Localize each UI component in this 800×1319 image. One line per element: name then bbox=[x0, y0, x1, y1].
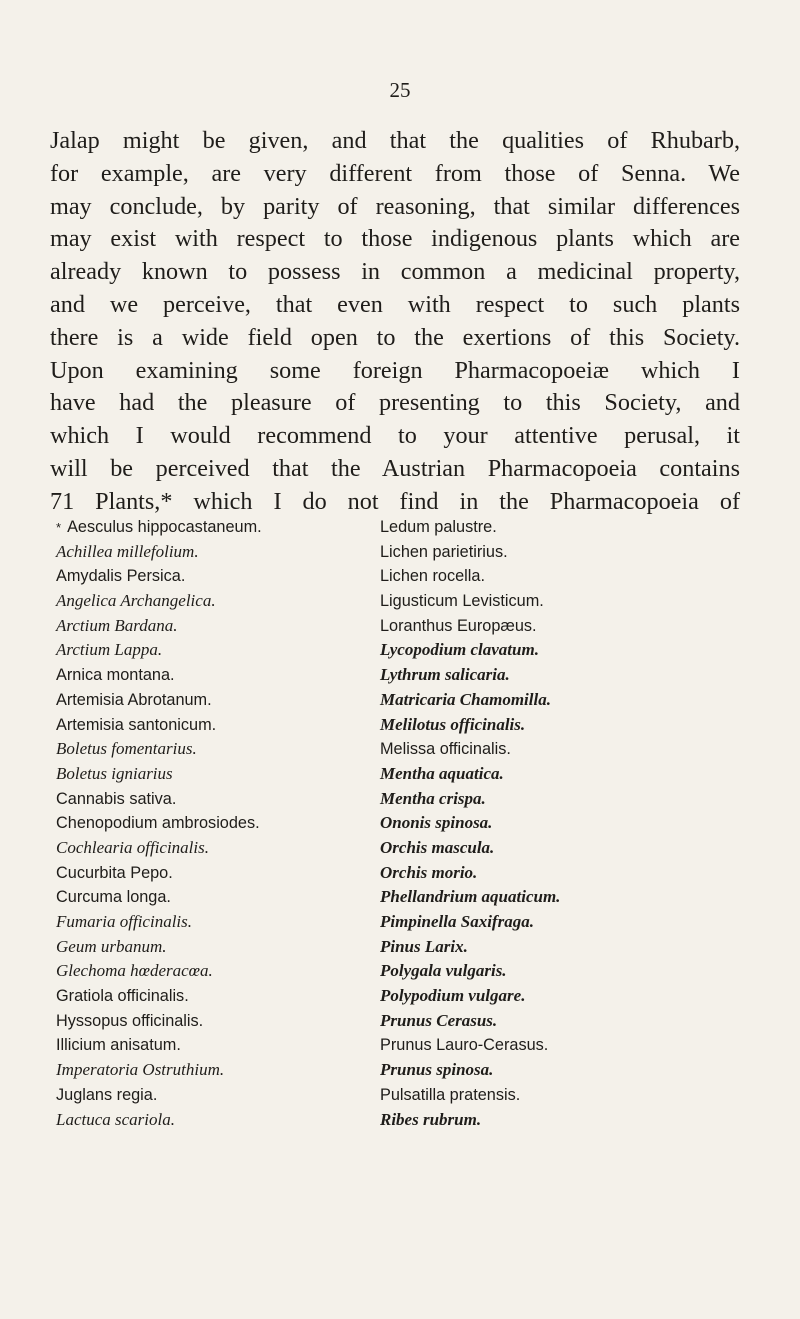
plant-name: Mentha crispa. bbox=[380, 788, 486, 808]
plant-entry bbox=[380, 984, 740, 1009]
paragraph-line: there is a wide field open to the exertions of this Society. bbox=[50, 323, 740, 351]
plant-entry bbox=[56, 1009, 380, 1034]
plant-entry bbox=[380, 762, 740, 787]
plant-entry bbox=[56, 885, 380, 910]
plant-name: Prunus Cerasus. bbox=[380, 1010, 498, 1030]
plant-name: Prunus spinosa. bbox=[380, 1060, 494, 1080]
footnote-right-column bbox=[380, 515, 740, 1132]
plant-name: Lactuca scariola. bbox=[56, 1109, 175, 1129]
plant-entry bbox=[380, 564, 740, 589]
plant-name: Polypodium vulgare. bbox=[380, 986, 526, 1006]
plant-entry bbox=[56, 1108, 380, 1133]
plant-entry bbox=[380, 688, 740, 713]
plant-entry bbox=[380, 663, 740, 688]
plant-entry bbox=[380, 885, 740, 910]
plant-entry bbox=[380, 1033, 740, 1058]
plant-entry bbox=[56, 663, 380, 688]
plant-entry bbox=[56, 1083, 380, 1108]
plant-name: Lichen parietirius. bbox=[380, 542, 508, 561]
plant-entry bbox=[56, 515, 380, 540]
plant-name: Angelica Archangelica. bbox=[56, 591, 216, 611]
plant-name: Curcuma longa. bbox=[56, 888, 171, 907]
plant-entry bbox=[56, 564, 380, 589]
plant-name: Ledum palustre. bbox=[380, 518, 497, 536]
plant-entry bbox=[380, 836, 740, 861]
plant-entry bbox=[380, 910, 740, 935]
paragraph-line: may conclude, by parity of reasoning, that similar differences bbox=[50, 192, 740, 220]
plant-entry bbox=[56, 935, 380, 960]
plant-entry bbox=[56, 1033, 380, 1058]
plant-name: Amydalis Persica. bbox=[56, 567, 186, 586]
paragraph-line: and we perceive, that even with respect to such plants bbox=[50, 290, 740, 318]
plant-name: Imperatoria Ostruthium. bbox=[56, 1060, 225, 1080]
plant-name: Achillea millefolium. bbox=[56, 541, 199, 561]
plant-entry bbox=[56, 910, 380, 935]
plant-entry bbox=[56, 589, 380, 614]
plant-name: Geum urbanum. bbox=[56, 936, 167, 956]
plant-entry bbox=[380, 935, 740, 960]
plant-name: Mentha aquatica. bbox=[380, 763, 504, 783]
paragraph-line: 71 Plants,* which I do not find in the Pharmacopoeia of bbox=[50, 487, 740, 515]
plant-name: Phellandrium aquaticum. bbox=[380, 887, 561, 907]
plant-name: Ligusticum Levisticum. bbox=[380, 592, 544, 611]
plant-name: Ononis spinosa. bbox=[380, 813, 493, 833]
plant-entry bbox=[56, 762, 380, 787]
body-paragraph bbox=[50, 125, 740, 519]
paragraph-line: for example, are very different from those of Senna. We bbox=[50, 159, 740, 187]
paragraph-line: Upon examining some foreign Pharmacopoeiæ which I bbox=[50, 356, 740, 384]
paragraph-line: will be perceived that the Austrian Pharmacopoeia contains bbox=[50, 454, 740, 482]
plant-name: Cannabis sativa. bbox=[56, 789, 177, 808]
plant-name: Lythrum salicaria. bbox=[380, 665, 510, 685]
plant-name: Fumaria officinalis. bbox=[56, 912, 192, 931]
plant-name: Cochlearia officinalis. bbox=[56, 837, 209, 857]
paragraph-line: Jalap might be given, and that the qualities of Rhubarb, bbox=[50, 127, 740, 154]
plant-entry bbox=[56, 959, 380, 984]
plant-name: Loranthus Europæus. bbox=[380, 616, 537, 635]
plant-entry bbox=[56, 861, 380, 886]
plant-name: Polygala vulgaris. bbox=[380, 961, 507, 981]
plant-name: Glechoma hœderacœa. bbox=[56, 961, 213, 981]
plant-entry bbox=[380, 861, 740, 886]
plant-entry bbox=[56, 540, 380, 565]
plant-entry bbox=[380, 1009, 740, 1034]
plant-entry bbox=[56, 836, 380, 861]
plant-name: Gratiola officinalis. bbox=[56, 987, 189, 1006]
plant-entry bbox=[380, 515, 740, 540]
plant-entry bbox=[380, 540, 740, 565]
plant-name: Hyssopus officinalis. bbox=[56, 1011, 204, 1030]
plant-name: Matricaria Chamomilla. bbox=[380, 689, 551, 709]
plant-entry bbox=[56, 638, 380, 663]
plant-entry bbox=[380, 638, 740, 663]
plant-name: Juglans regia. bbox=[56, 1085, 158, 1104]
plant-entry bbox=[56, 713, 380, 738]
plant-name: Lycopodium clavatum. bbox=[380, 640, 539, 660]
plant-name: Boletus fomentarius. bbox=[56, 739, 197, 759]
plant-entry bbox=[56, 787, 380, 812]
paragraph-line: already known to possess in common a medicinal property, bbox=[50, 258, 740, 286]
footnote-plant-list bbox=[56, 515, 746, 1132]
plant-name: Illicium anisatum. bbox=[56, 1036, 181, 1055]
plant-entry bbox=[56, 811, 380, 836]
plant-name: Pinus Larix. bbox=[380, 936, 468, 956]
plant-name: Arctium Lappa. bbox=[56, 640, 163, 660]
plant-name: Melissa officinalis. bbox=[380, 740, 511, 759]
plant-entry bbox=[380, 1083, 740, 1108]
plant-name: Lichen rocella. bbox=[380, 567, 485, 586]
plant-name: Melilotus officinalis. bbox=[380, 714, 526, 734]
plant-name: Orchis morio. bbox=[380, 862, 478, 882]
plant-entry bbox=[56, 1058, 380, 1083]
plant-name: Ribes rubrum. bbox=[380, 1109, 482, 1129]
plant-name: Arctium Bardana. bbox=[56, 615, 178, 635]
plant-entry bbox=[56, 614, 380, 639]
plant-entry bbox=[380, 959, 740, 984]
plant-name: Orchis mascula. bbox=[380, 837, 495, 857]
plant-name: Artemisia santonicum. bbox=[56, 715, 217, 734]
paragraph-line: which I would recommend to your attentive perusal, it bbox=[50, 422, 740, 450]
plant-entry bbox=[56, 688, 380, 713]
plant-name: Cucurbita Pepo. bbox=[56, 863, 173, 882]
plant-name: Pimpinella Saxifraga. bbox=[380, 912, 534, 931]
plant-name: Arnica montana. bbox=[56, 666, 175, 685]
page-number: 25 bbox=[389, 78, 411, 102]
plant-entry bbox=[380, 713, 740, 738]
plant-entry bbox=[380, 1108, 740, 1133]
plant-name: Chenopodium ambrosiodes. bbox=[56, 814, 260, 833]
paragraph-line: may exist with respect to those indigenous plants which are bbox=[50, 225, 740, 253]
plant-name: Pulsatilla pratensis. bbox=[380, 1085, 521, 1104]
plant-entry bbox=[380, 787, 740, 812]
plant-name: Aesculus hippocastaneum. bbox=[67, 518, 262, 536]
plant-name: Boletus igniarius bbox=[56, 763, 173, 783]
plant-entry bbox=[380, 614, 740, 639]
paragraph-line: have had the pleasure of presenting to this Society, and bbox=[50, 389, 740, 417]
plant-entry bbox=[380, 1058, 740, 1083]
footnote-marker: * bbox=[56, 520, 62, 535]
plant-name: Prunus Lauro-Cerasus. bbox=[380, 1036, 549, 1055]
plant-entry bbox=[380, 589, 740, 614]
footnote-left-column bbox=[56, 515, 380, 1132]
plant-name: Artemisia Abrotanum. bbox=[56, 690, 212, 709]
plant-entry bbox=[56, 984, 380, 1009]
plant-entry bbox=[380, 737, 740, 762]
plant-entry bbox=[56, 737, 380, 762]
plant-entry bbox=[380, 811, 740, 836]
